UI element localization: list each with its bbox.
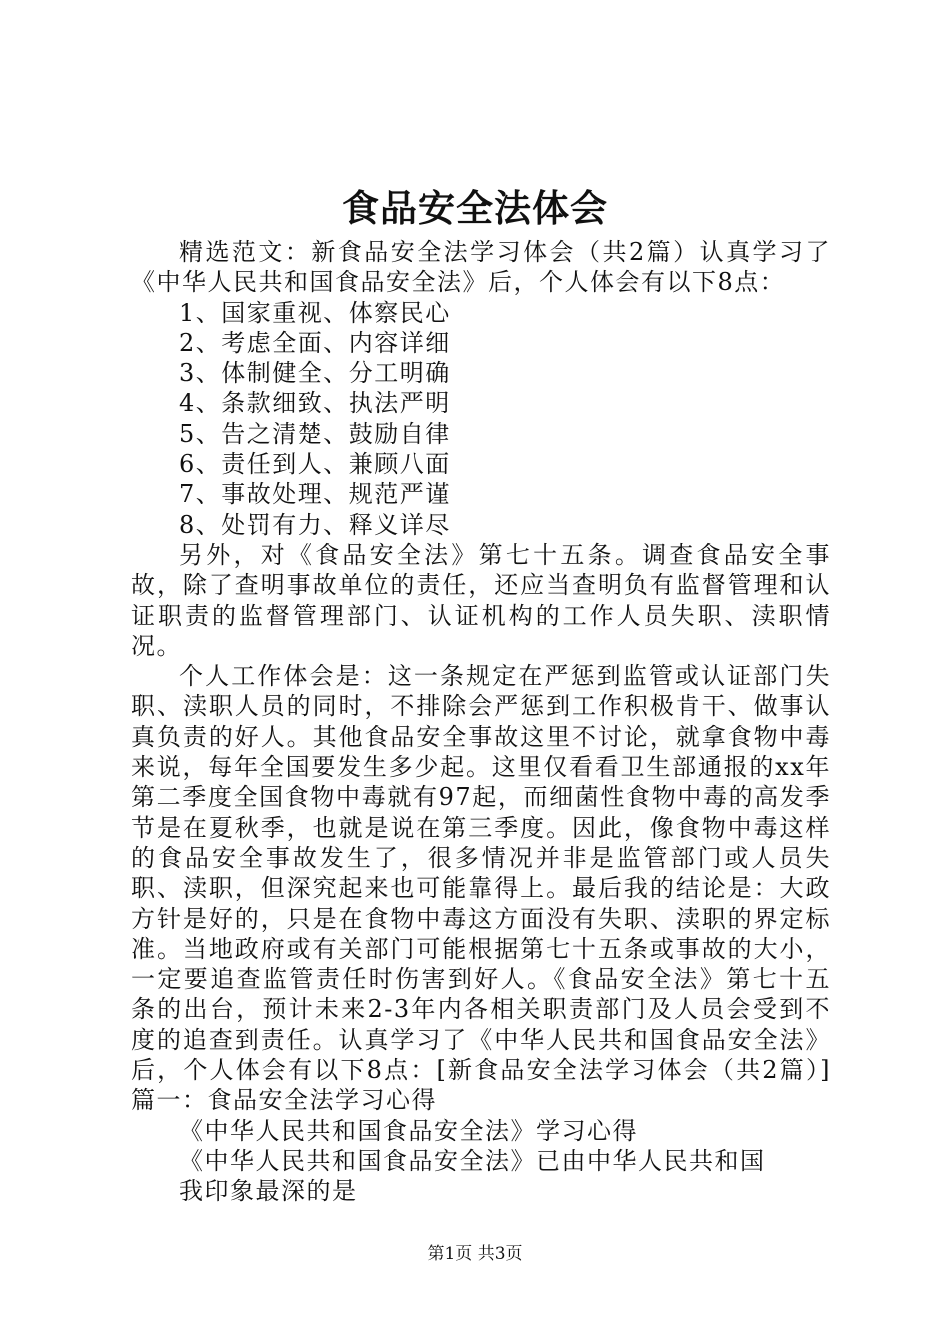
text-line: 《中华人民共和国食品安全法》已由中华人民共和国 bbox=[179, 1146, 766, 1175]
list-item: 3、体制健全、分工明确 bbox=[179, 359, 451, 388]
document-title: 食品安全法体会 bbox=[342, 186, 608, 230]
text-line: 《中华人民共和国食品安全法》学习心得 bbox=[179, 1116, 638, 1145]
list-item: 1、国家重视、体察民心 bbox=[179, 298, 451, 327]
list-item: 7、事故处理、规范严谨 bbox=[179, 480, 451, 509]
paragraph-personal-view: 个人工作体会是：这一条规定在严惩到监管或认证部门失职、渎职人员的同时，不排除会严惩到工作积极肯干、做事认真负责的好人。其他食品安全事故这里不讨论，就拿食物中毒来说，每年全国要发生多少起。这里仅看看卫生部通报的xx年第二季度全国食物中毒就有97起，而细菌性食物中毒的高发季节是在夏秋季，也就是说在第三季度。因此，像食物中毒这样的食品安全事故发生了，很多情况并非是监管部门或人员失职、渎职，但深究起来也可能靠得上。最后我的结论是：大政方针是好的，只是在食物中毒这方面没有失职、渎职的界定标准。当地政府或有关部门可能根据第七十五条或事故的大小，一定要追查监管责任时伤害到好人。《食品安全法》第七十五条的出台，预计未来2-3年内各相关职责部门及人员会受到不度的追查到责任。认真学习了《中华人民共和国食品安全法》后，个人体会有以下8点：[新食品安全法学习体会（共2篇）]篇一：食品安全法学习心得 bbox=[131, 662, 831, 1115]
list-item: 4、条款细致、执法严明 bbox=[179, 389, 451, 418]
document-body bbox=[131, 237, 831, 1207]
list-item: 8、处罚有力、释义详尽 bbox=[179, 510, 451, 539]
text-line: 我印象最深的是 bbox=[179, 1177, 358, 1206]
list-item: 5、告之清楚、鼓励自律 bbox=[179, 419, 451, 448]
list-item: 6、责任到人、兼顾八面 bbox=[179, 450, 451, 479]
page-number-footer: 第1页 共3页 bbox=[427, 1244, 523, 1264]
paragraph-article-75: 另外，对《食品安全法》第七十五条。调查食品安全事故，除了查明事故单位的责任，还应当查明负有监督管理和认证职责的监督管理部门、认证机构的工作人员失职、渎职情况。 bbox=[131, 540, 831, 660]
intro-paragraph: 精选范文：新食品安全法学习体会（共2篇）认真学习了《中华人民共和国食品安全法》后，个人体会有以下8点： bbox=[131, 238, 831, 297]
list-item: 2、考虑全面、内容详细 bbox=[179, 328, 451, 357]
